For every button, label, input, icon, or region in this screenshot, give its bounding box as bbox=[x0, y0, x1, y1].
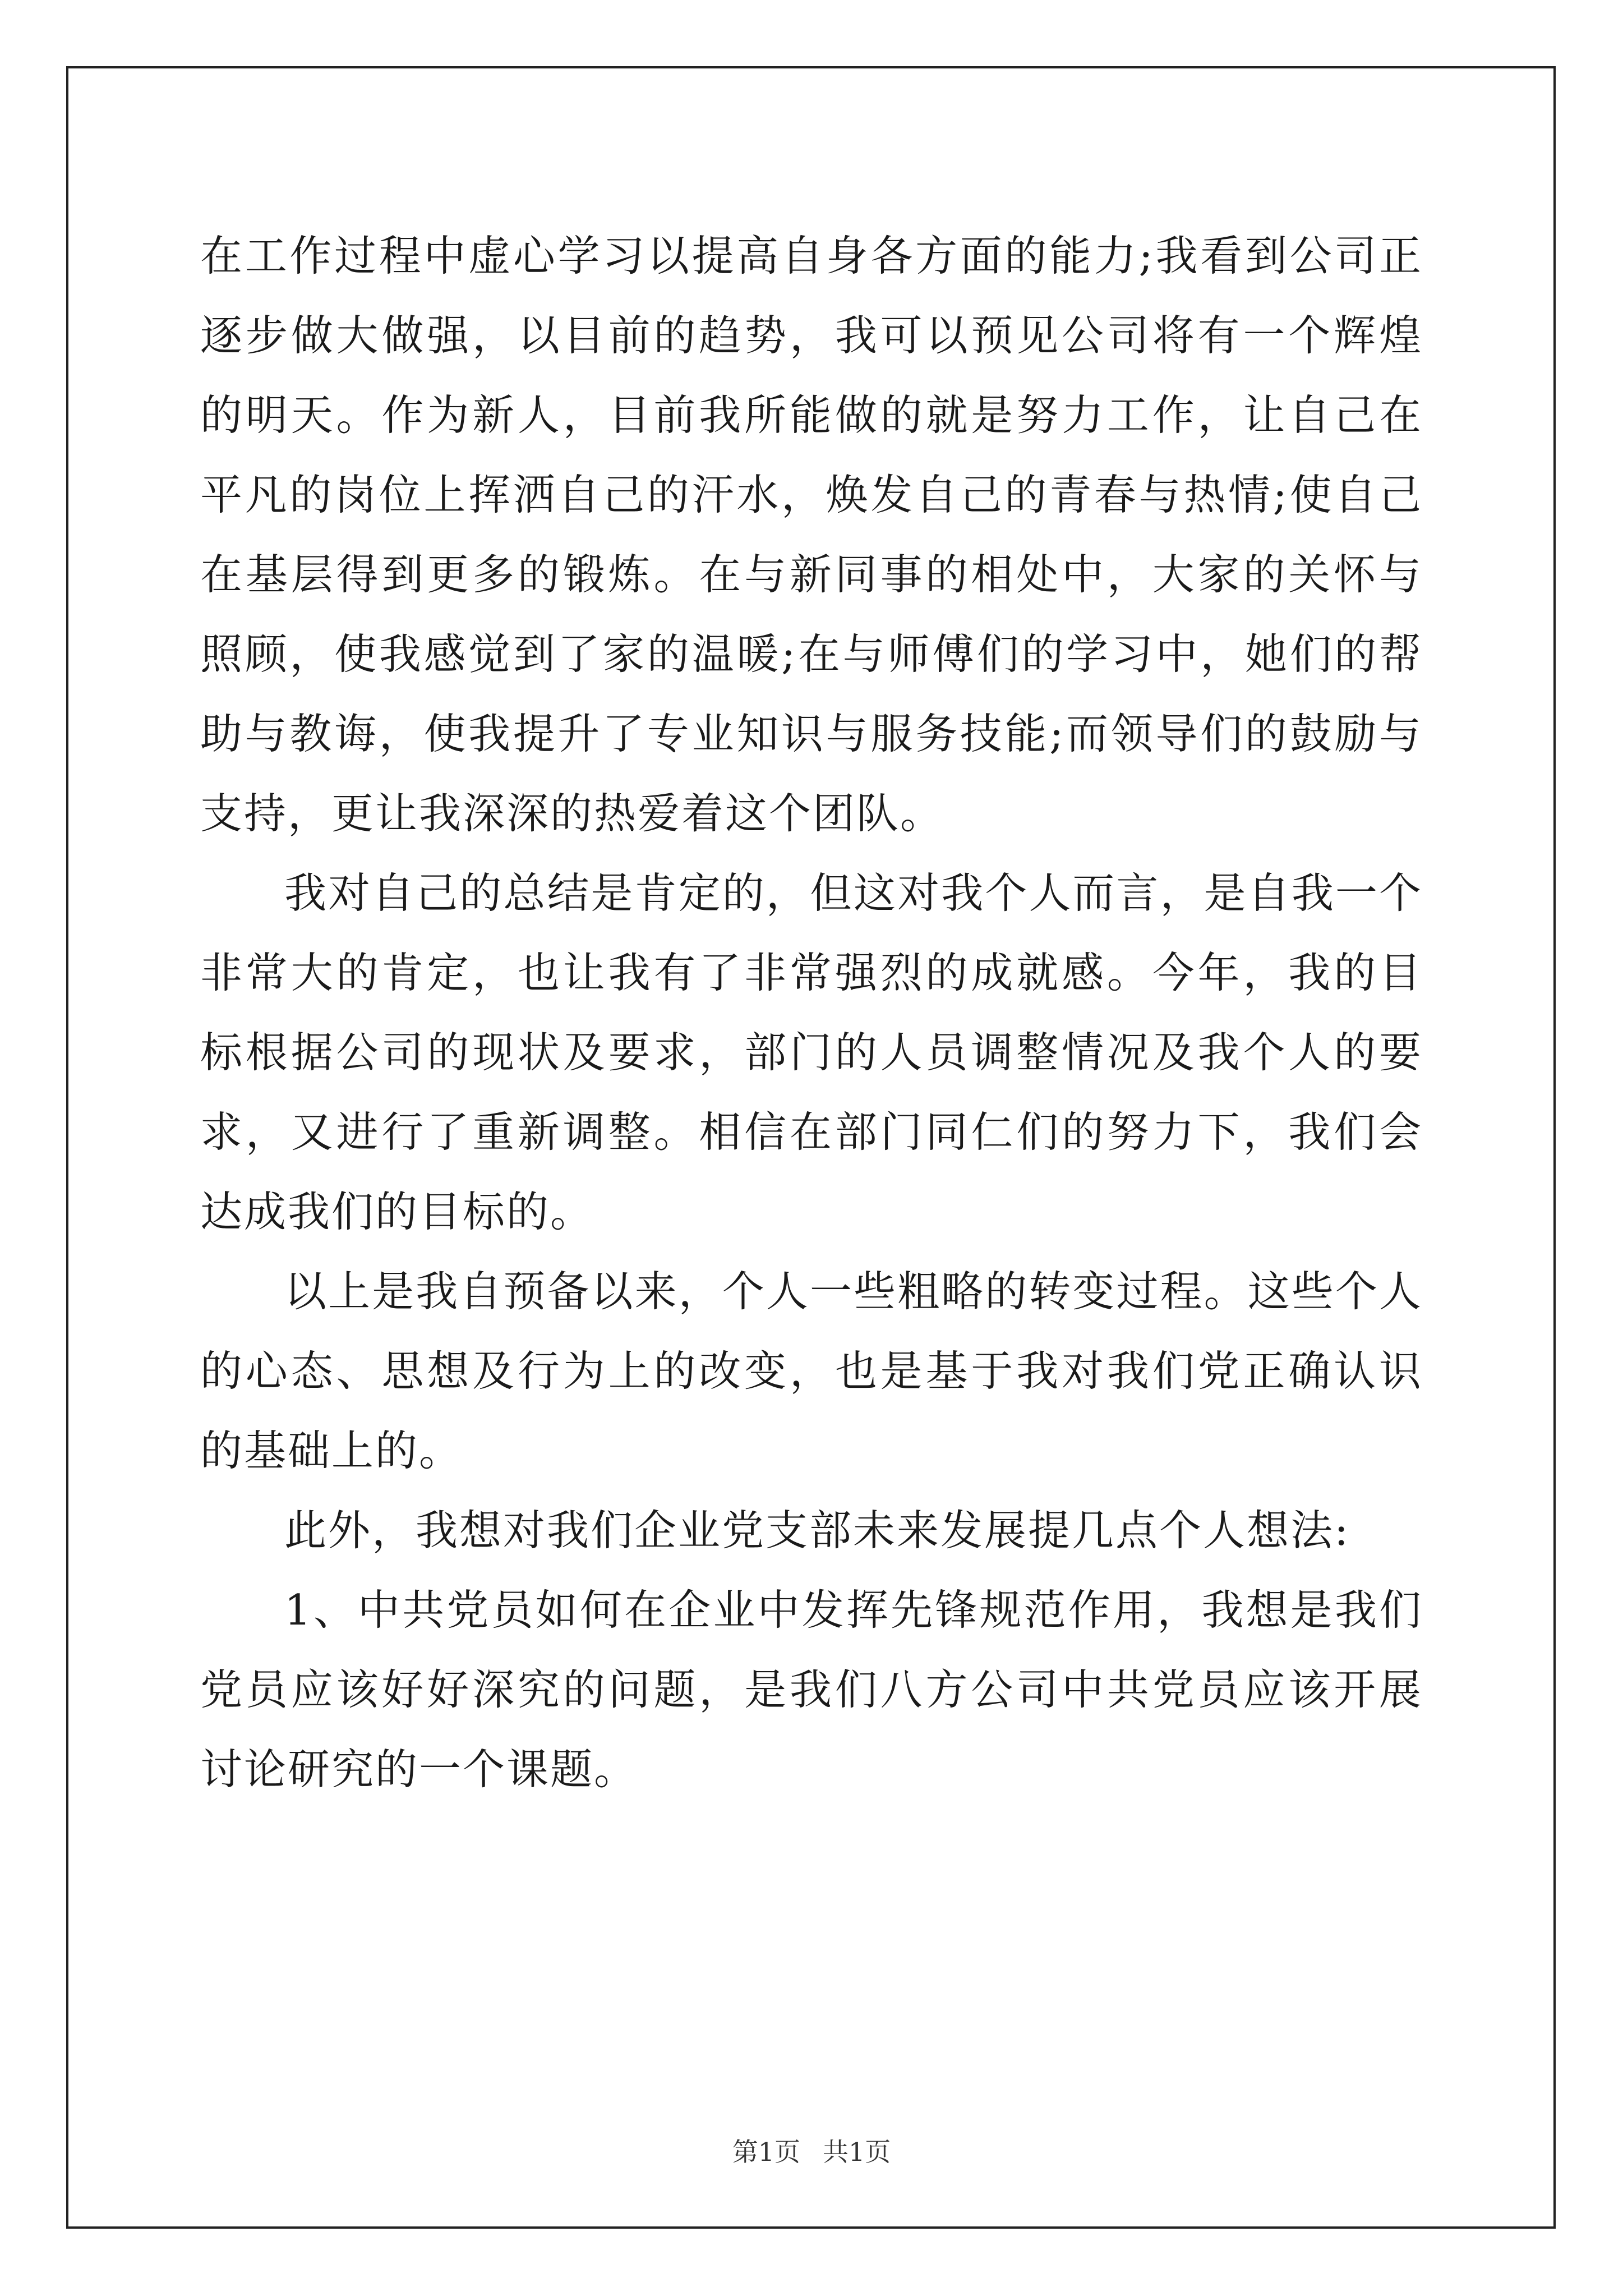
paragraph-2: 我对自己的总结是肯定的，但这对我个人而言，是自我一个非常大的肯定，也让我有了非常强烈的成就感。今年，我的目标根据公司的现状及要求，部门的人员调整情况及我个人的要求，又进行了重新调整。相信在部门同仁们的努力下，我们会达成我们的目标的。 bbox=[200, 868, 1423, 1236]
paragraph-3: 以上是我自预备以来，个人一些粗略的转变过程。这些个人的心态、思想及行为上的改变，也是基于我对我们党正确认识的基础上的。 bbox=[200, 1267, 1423, 1475]
paragraph-1: 在工作过程中虚心学习以提高自身各方面的能力;我看到公司正逐步做大做强，以目前的趋势，我可以预见公司将有一个辉煌的明天。作为新人，目前我所能做的就是努力工作，让自己在平凡的岗位上挥洒自己的汗水，焕发自己的青春与热情;使自己在基层得到更多的锻炼。在与新同事的相处中，大家的关怀与照顾，使我感觉到了家的温暖;在与师傅们的学习中，她们的帮助与教诲，使我提升了专业知识与服务技能;而领导们的鼓励与支持，更让我深深的热爱着这个团队。 bbox=[200, 231, 1423, 838]
paragraph-5: 1、中共党员如何在企业中发挥先锋规范作用，我想是我们党员应该好好深究的问题，是我们八方公司中共党员应该开展讨论研究的一个课题。 bbox=[200, 1585, 1423, 1794]
page-footer bbox=[0, 2132, 1623, 2169]
document-body bbox=[200, 216, 1423, 1809]
page-number: 第1页 bbox=[732, 2137, 800, 2167]
page-total: 共1页 bbox=[823, 2137, 891, 2167]
paragraph-4: 此外，我想对我们企业党支部未来发展提几点个人想法: bbox=[284, 1506, 1350, 1555]
